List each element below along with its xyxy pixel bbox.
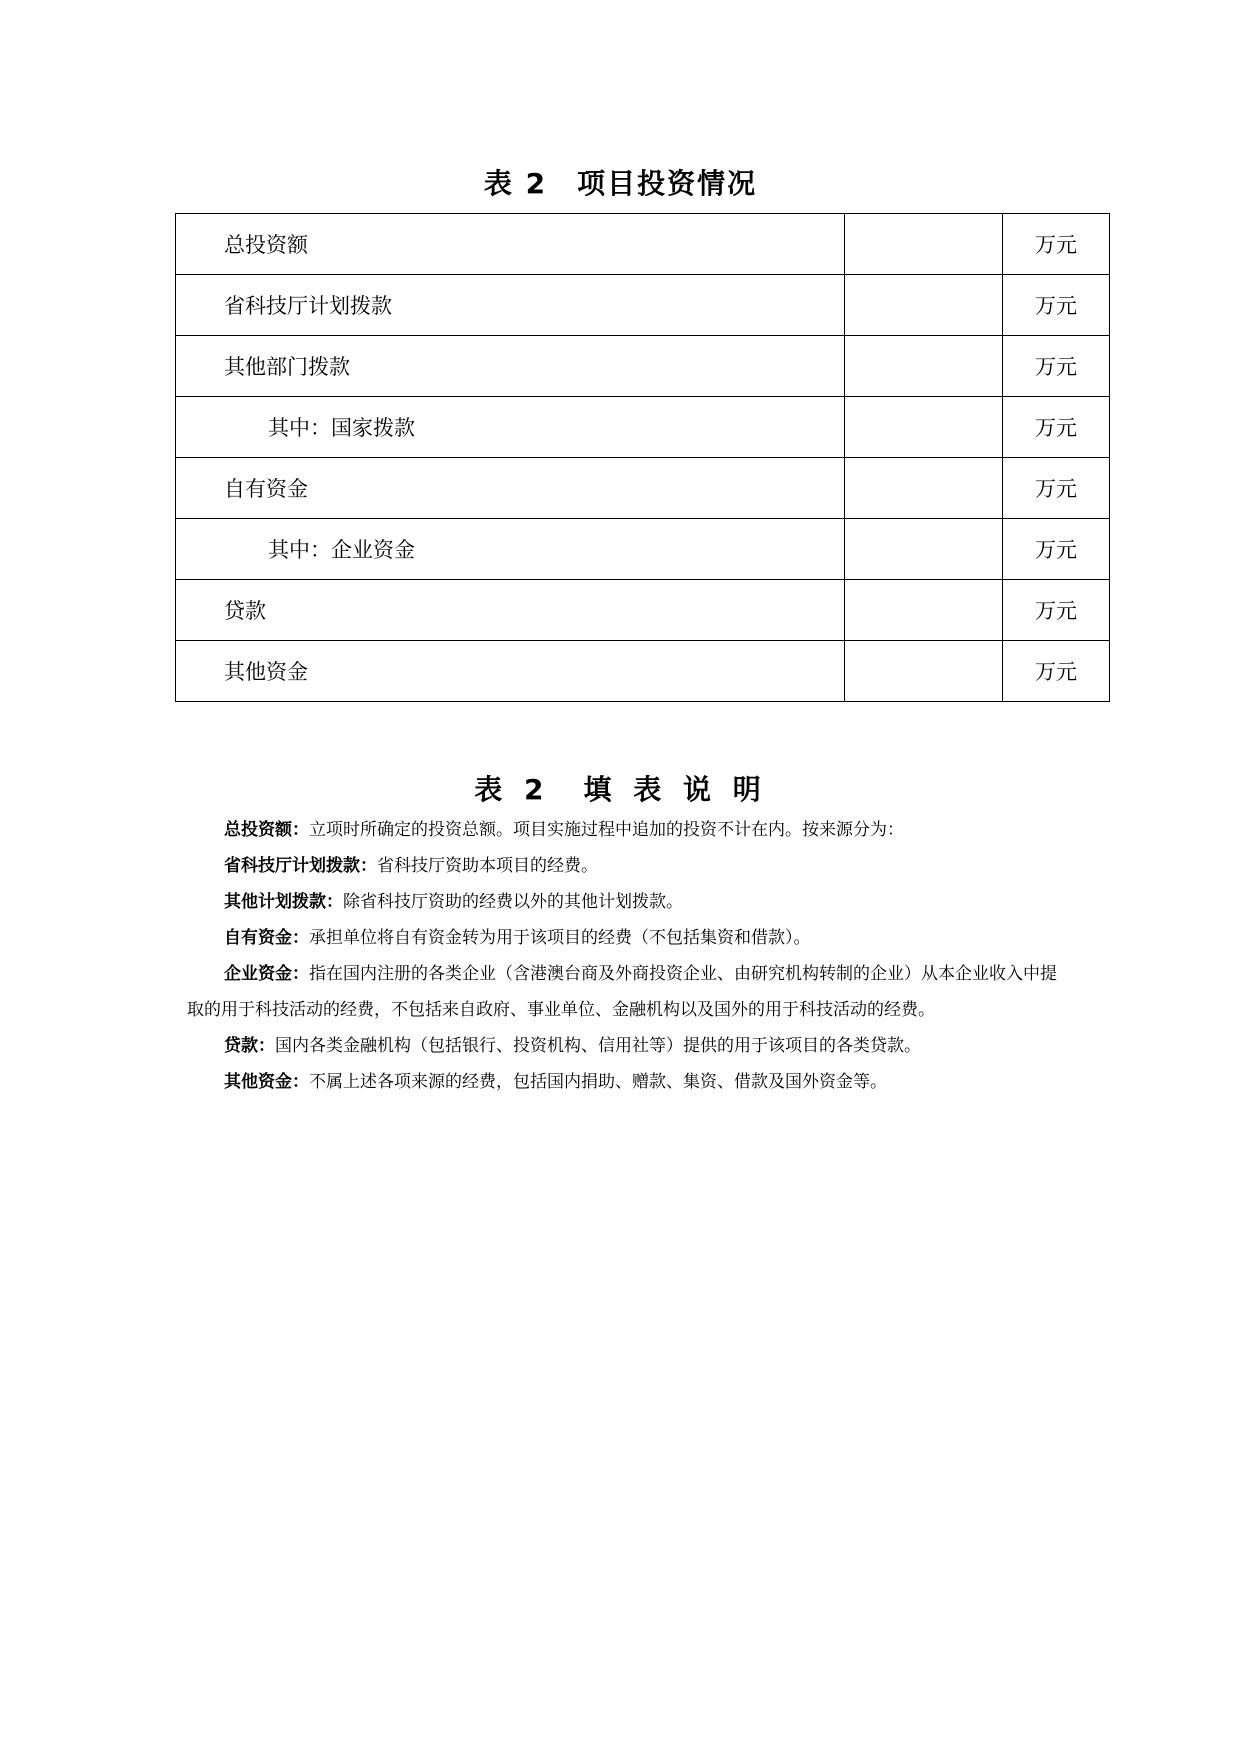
note-text: 国内各类金融机构（包括银行、投资机构、信用社等）提供的用于该项目的各类贷款。: [275, 1036, 921, 1056]
table-row: [176, 275, 1110, 336]
row-label-other-funds: 其他资金: [176, 641, 845, 702]
row-label-enterprise-funds: 其中：企业资金: [176, 519, 845, 580]
notes-title: 表 2 填 表 说 明: [474, 773, 767, 806]
row-value-other-department-allocation[interactable]: [845, 336, 1003, 397]
note-term: 企业资金: [224, 964, 292, 984]
note-paragraph: 企业资金：指在国内注册的各类企业（含港澳台商及外商投资企业、由研究机构转制的企业）从本企业收入中提取的用于科技活动的经费，不包括来自政府、事业单位、金融机构以及国外的用于科技活动的经费。: [187, 964, 1057, 1020]
row-unit: 万元: [1003, 397, 1110, 458]
row-unit: 万元: [1003, 519, 1110, 580]
row-unit: 万元: [1003, 580, 1110, 641]
note-text: 省科技厅资助本项目的经费。: [377, 856, 598, 876]
row-unit: 万元: [1003, 214, 1110, 275]
note-term: 总投资额: [224, 820, 292, 840]
note-text: 除省科技厅资助的经费以外的其他计划拨款。: [343, 892, 683, 912]
row-value-provincial-allocation[interactable]: [845, 275, 1003, 336]
note-term: 其他计划拨款: [224, 892, 326, 912]
row-unit: 万元: [1003, 336, 1110, 397]
note-paragraph: 贷款：国内各类金融机构（包括银行、投资机构、信用社等）提供的用于该项目的各类贷款。: [224, 1036, 921, 1056]
table-row: [176, 397, 1110, 458]
table-row: [176, 519, 1110, 580]
row-label-provincial-allocation: 省科技厅计划拨款: [176, 275, 845, 336]
note-term: 其他资金: [224, 1072, 292, 1092]
note-paragraph: 其他资金：不属上述各项来源的经费，包括国内捐助、赠款、集资、借款及国外资金等。: [224, 1072, 887, 1092]
row-value-loans[interactable]: [845, 580, 1003, 641]
note-paragraph: 总投资额：立项时所确定的投资总额。项目实施过程中追加的投资不计在内。按来源分为：: [224, 820, 904, 840]
row-label-total-investment: 总投资额: [176, 214, 845, 275]
row-value-other-funds[interactable]: [845, 641, 1003, 702]
table-row: [176, 336, 1110, 397]
table-row: [176, 214, 1110, 275]
row-label-own-funds: 自有资金: [176, 458, 845, 519]
note-text: 指在国内注册的各类企业（含港澳台商及外商投资企业、由研究机构转制的企业）从本企业收入中提取的用于科技活动的经费，不包括来自政府、事业单位、金融机构以及国外的用于科技活动的经费。: [187, 964, 1057, 1020]
row-value-total-investment[interactable]: [845, 214, 1003, 275]
table-row: [176, 580, 1110, 641]
row-unit: 万元: [1003, 641, 1110, 702]
table-title: 表 2 项目投资情况: [483, 167, 758, 200]
note-text: 承担单位将自有资金转为用于该项目的经费（不包括集资和借款）。: [309, 928, 811, 948]
note-text: 立项时所确定的投资总额。项目实施过程中追加的投资不计在内。按来源分为：: [309, 820, 904, 840]
note-term: 贷款: [224, 1036, 258, 1056]
note-paragraph: 其他计划拨款：除省科技厅资助的经费以外的其他计划拨款。: [224, 892, 683, 912]
row-unit: 万元: [1003, 275, 1110, 336]
row-label-loans: 贷款: [176, 580, 845, 641]
row-unit: 万元: [1003, 458, 1110, 519]
row-value-own-funds[interactable]: [845, 458, 1003, 519]
note-term: 省科技厅计划拨款: [224, 856, 360, 876]
note-paragraph: 自有资金：承担单位将自有资金转为用于该项目的经费（不包括集资和借款）。: [224, 928, 811, 948]
table-row: [176, 641, 1110, 702]
row-label-other-department-allocation: 其他部门拨款: [176, 336, 845, 397]
investment-table: [175, 213, 1110, 702]
row-value-enterprise-funds[interactable]: [845, 519, 1003, 580]
row-value-national-allocation[interactable]: [845, 397, 1003, 458]
table-row: [176, 458, 1110, 519]
row-label-national-allocation: 其中：国家拨款: [176, 397, 845, 458]
note-term: 自有资金: [224, 928, 292, 948]
note-text: 不属上述各项来源的经费，包括国内捐助、赠款、集资、借款及国外资金等。: [309, 1072, 887, 1092]
notes-section: [187, 812, 1057, 1100]
note-paragraph: 省科技厅计划拨款：省科技厅资助本项目的经费。: [224, 856, 598, 876]
